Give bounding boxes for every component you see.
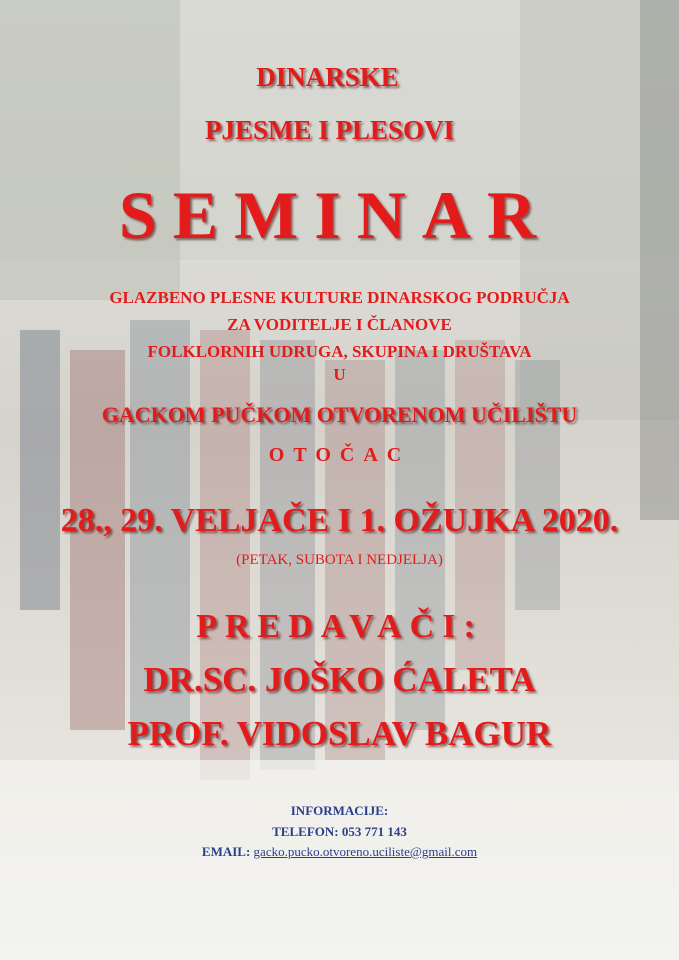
lecturer-1: DR.SC. JOŠKO ĆALETA <box>143 660 536 699</box>
city: OTOČAC <box>268 444 411 466</box>
info-email-label: EMAIL: <box>201 844 254 859</box>
seminar-title: SEMINAR <box>118 177 553 253</box>
subtitle-line-1: GLAZBENO PLESNE KULTURE DINARSKOG PODRUČJA <box>109 288 570 307</box>
info-phone: TELEFON: 053 771 143 <box>272 824 407 839</box>
lecturers-heading: PREDAVAČI: <box>196 608 483 645</box>
venue: GACKOM PUČKOM OTVORENOM UČILIŠTU <box>101 402 578 427</box>
subtitle-line-3: FOLKLORNIH UDRUGA, SKUPINA I DRUŠTAVA <box>147 342 532 361</box>
title-line-pjesme: PJESME I PLESOVI <box>204 115 455 145</box>
event-days: (PETAK, SUBOTA I NEDJELJA) <box>236 552 443 568</box>
subtitle-line-4: U <box>333 365 346 384</box>
info-email-link[interactable]: gacko.pucko.otvoreno.uciliste@gmail.com <box>253 844 478 859</box>
subtitle-line-2: ZA VODITELJE I ČLANOVE <box>227 315 452 334</box>
event-dates: 28., 29. VELJAČE I 1. OŽUJKA 2020. <box>60 502 619 539</box>
info-email-line <box>0 844 679 860</box>
lecturer-2: PROF. VIDOSLAV BAGUR <box>127 714 552 753</box>
title-line-dinarske: DINARSKE <box>256 62 399 92</box>
info-heading: INFORMACIJE: <box>290 803 389 818</box>
